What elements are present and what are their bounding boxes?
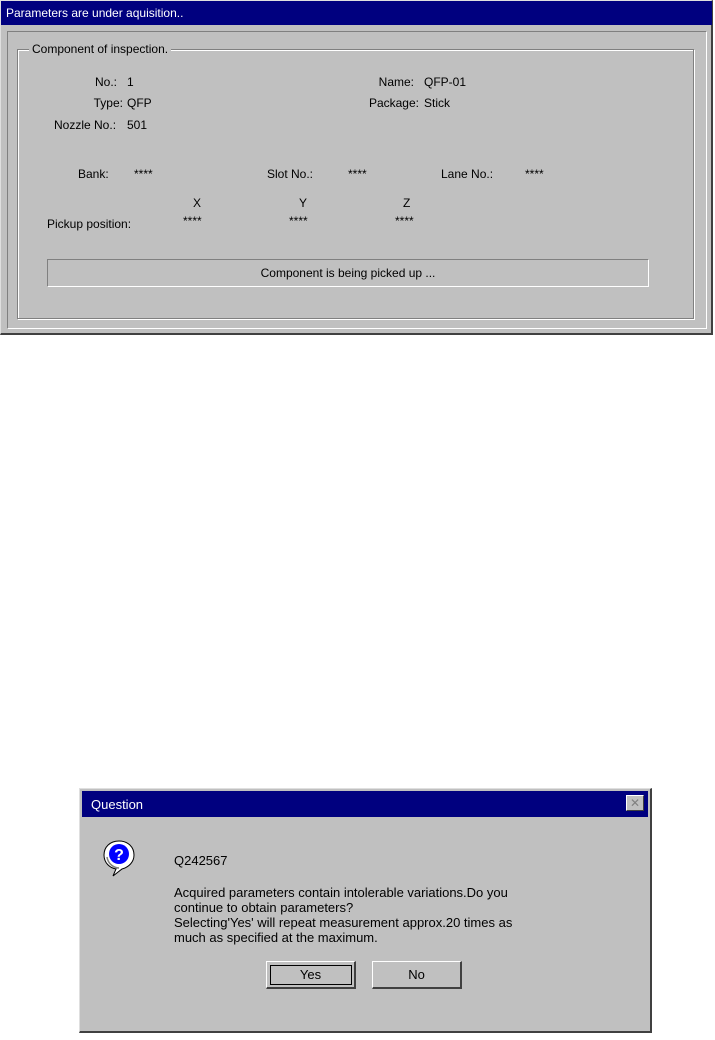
close-button[interactable]	[626, 795, 644, 811]
no-label: No.:	[94, 75, 117, 89]
package-value: Stick	[424, 96, 451, 110]
question-message-line-4: much as specified at the maximum.	[174, 930, 378, 945]
type-value: QFP	[127, 96, 152, 110]
pickup-status-text: Component is being picked up ...	[260, 266, 436, 280]
bank-label: Bank:	[78, 167, 109, 181]
pickup-status-panel	[47, 259, 649, 287]
parameters-window-titlebar[interactable]	[1, 1, 712, 25]
question-message-line-1: Acquired parameters contain intolerable variations.Do you	[174, 885, 508, 900]
component-groupbox-label: Component of inspection.	[29, 42, 171, 56]
slot-label: Slot No.:	[267, 167, 314, 181]
pickup-position-label: Pickup position:	[47, 217, 132, 231]
question-code: Q242567	[174, 853, 228, 868]
pickup-z-value: ****	[395, 214, 414, 228]
type-label: Type:	[93, 96, 123, 110]
name-value: QFP-01	[424, 75, 467, 89]
parameters-window-title: Parameters are under aquisition..	[6, 6, 184, 20]
yes-button[interactable]: Yes	[266, 961, 356, 989]
svg-text:?: ?	[114, 847, 124, 864]
nozzle-label: Nozzle No.:	[54, 118, 117, 132]
pickup-x-value: ****	[183, 214, 202, 228]
question-dialog	[79, 788, 652, 1033]
no-button[interactable]: No	[372, 961, 462, 989]
nozzle-value: 501	[127, 118, 148, 132]
question-message-line-2: continue to obtain parameters?	[174, 900, 354, 915]
no-value: 1	[127, 75, 134, 89]
question-message-line-3: Selecting'Yes' will repeat measurement approx.20 times as	[174, 915, 513, 930]
pickup-z-header: Z	[403, 196, 411, 210]
slot-value: ****	[348, 167, 367, 181]
pickup-x-header: X	[193, 196, 202, 210]
package-label: Package:	[368, 96, 419, 110]
pickup-y-value: ****	[289, 214, 308, 228]
question-balloon-icon	[102, 839, 136, 877]
pickup-y-header: Y	[299, 196, 308, 210]
question-dialog-title: Question	[91, 797, 144, 812]
question-dialog-titlebar[interactable]	[82, 791, 648, 817]
close-icon: ✕	[629, 796, 641, 810]
name-label: Name:	[378, 75, 414, 89]
parameters-window	[0, 0, 713, 335]
bank-value: ****	[134, 167, 153, 181]
lane-label: Lane No.:	[441, 167, 494, 181]
lane-value: ****	[525, 167, 544, 181]
